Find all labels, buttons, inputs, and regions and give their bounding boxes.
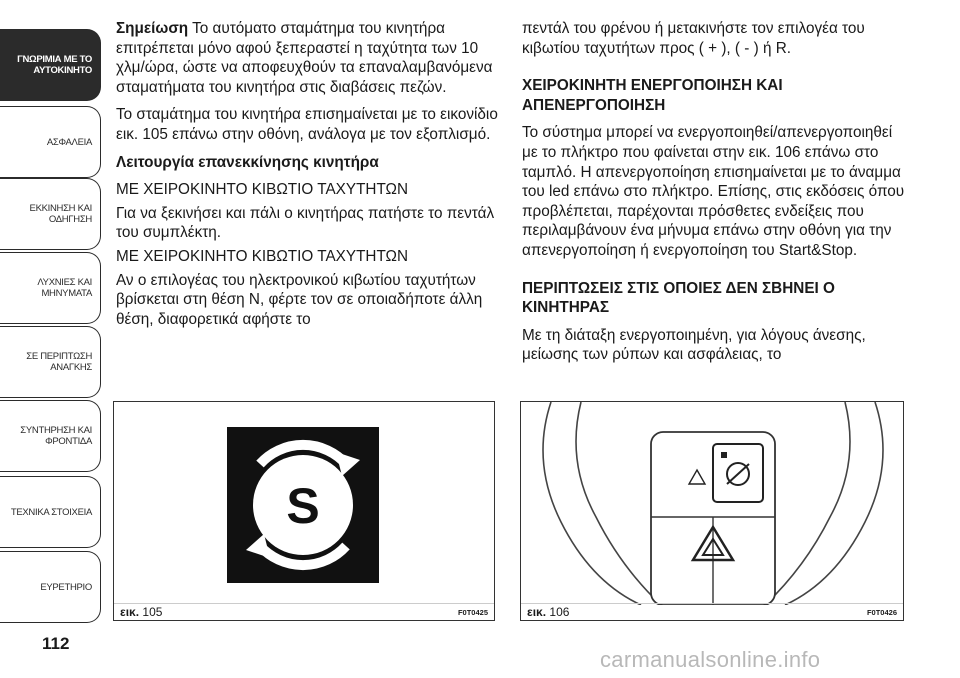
paragraph-activation: Το σύστημα μπορεί να ενεργοποιηθεί/απενεργοποιηθεί με το πλήκτρο που φαίνεται στην εικ. 106 επάνω στο ταμπλό. Η απενεργοποίηση επισημαίνεται με το άναμμα του led επάνω στο πλήκτρο. Επίσης, στις εκδόσεις όπου προβλέπεται, παρέχονται πρόσθετες ενδείξεις που περιλαμβάνουν ένα μήνυμα επάνω στην οθόνη για την απενεργοποίηση ή ενεργοποίηση του Start&Stop. [522,124,905,259]
dashboard-button-illustration [521,402,905,605]
paragraph-brake: πεντάλ του φρένου ή μετακινήστε τον επιλογέα του κιβωτίου ταχυτήτων προς ( + ), ( - ) ή R. [522,20,865,57]
figure-105-caption: εικ. 105 F0T0425 [114,603,494,620]
tab-index[interactable]: ΕΥΡΕΤΗΡΙΟ [0,551,101,623]
start-stop-letter: S [286,478,320,534]
chapter-sidebar [0,0,103,678]
watermark: carmanualsonline.info [600,647,821,672]
paragraph-conditions: Με τη διάταξη ενεργοποιημένη, για λόγους άνεσης, μείωσης των ρύπων και ασφάλειας, το [522,326,866,364]
tab-emergency[interactable]: ΣΕ ΠΕΡΙΠΤΩΣΗ ΑΝΑΓΚΗΣ [0,326,101,398]
manual-gearbox-label-1: ΜΕ ΧΕΙΡΟΚΙΝΗΤΟ ΚΙΒΩΤΙΟ ΤΑΧΥΤΗΤΩΝ [116,181,409,199]
tab-starting-driving[interactable]: ΕΚΚΙΝΗΣΗ ΚΑΙ ΟΔΗΓΗΣΗ [0,178,101,250]
note-paragraph [116,19,498,97]
led-indicator [721,452,727,458]
engine-not-stop-heading: ΠΕΡΙΠΤΩΣΕΙΣ ΣΤΙΣ ΟΠΟΙΕΣ ΔΕΝ ΣΒΗΝΕΙ Ο ΚΙΝΗΤΗΡΑΣ [522,279,835,317]
left-text-column [116,19,498,337]
tab-safety[interactable]: ΑΣΦΑΛΕΙΑ [0,106,101,178]
tab-maintenance[interactable]: ΣΥΝΤΗΡΗΣΗ ΚΑΙ ΦΡΟΝΤΙΔΑ [0,400,101,472]
figure-106-code: F0T0426 [866,607,897,617]
paragraph-icon-signal: Το σταμάτημα του κινητήρα επισημαίνεται με το εικονίδιο εικ. 105 επάνω στην οθόνη, ανάλογα με τον εξοπλισμό. [116,106,498,143]
figure-106-caption: εικ. 106 F0T0426 [521,603,903,620]
page-number: 112 [42,634,70,653]
figure-106 [520,401,904,621]
right-text-column [522,19,906,373]
manual-activation-heading: ΧΕΙΡΟΚΙΝΗΤΗ ΕΝΕΡΓΟΠΟΙΗΣΗ ΚΑΙ ΑΠΕΝΕΡΓΟΠΟΙΗΣΗ [522,77,783,114]
paragraph-clutch: Για να ξεκινήσει και πάλι ο κινητήρας πατήστε το πεντάλ του συμπλέκτη. [116,204,495,242]
note-text: Το αυτόματο σταμάτημα του κινητήρα επιτρέπεται μόνο αφού ξεπεραστεί η ταχύτητα των 10 χλμ/ώρα, ώστε να αποφευχθούν τα επαναλαμβανόμενα σταματήματα του κινητήρα στις διαβάσεις πεζών. [116,20,493,96]
restart-heading: Λειτουργία επανεκκίνησης κινητήρα [116,153,379,171]
figure-105-code: F0T0425 [457,607,488,617]
tab-technical-data[interactable]: ΤΕΧΝΙΚΑ ΣΤΟΙΧΕΙΑ [0,476,101,548]
start-stop-icon-illustration [114,402,496,605]
note-label: Σημείωση [116,20,189,37]
paragraph-selector: Αν ο επιλογέας του ηλεκτρονικού κιβωτίου ταχυτήτων βρίσκεται στη θέση N, φέρτε τον σε οποιαδήποτε άλλη θέση, διαφορετικά αφήστε το [116,271,483,328]
manual-gearbox-label-2: ΜΕ ΧΕΙΡΟΚΙΝΗΤΟ ΚΙΒΩΤΙΟ ΤΑΧΥΤΗΤΩΝ [116,247,409,265]
tab-warning-lights[interactable]: ΛΥΧΝΙΕΣ ΚΑΙ ΜΗΝΥΜΑΤΑ [0,252,101,324]
figure-105 [113,401,495,621]
tab-getting-to-know-car[interactable]: ΓΝΩΡΙΜΙΑ ΜΕ ΤΟ ΑΥΤΟΚΙΝΗΤΟ [0,29,101,101]
